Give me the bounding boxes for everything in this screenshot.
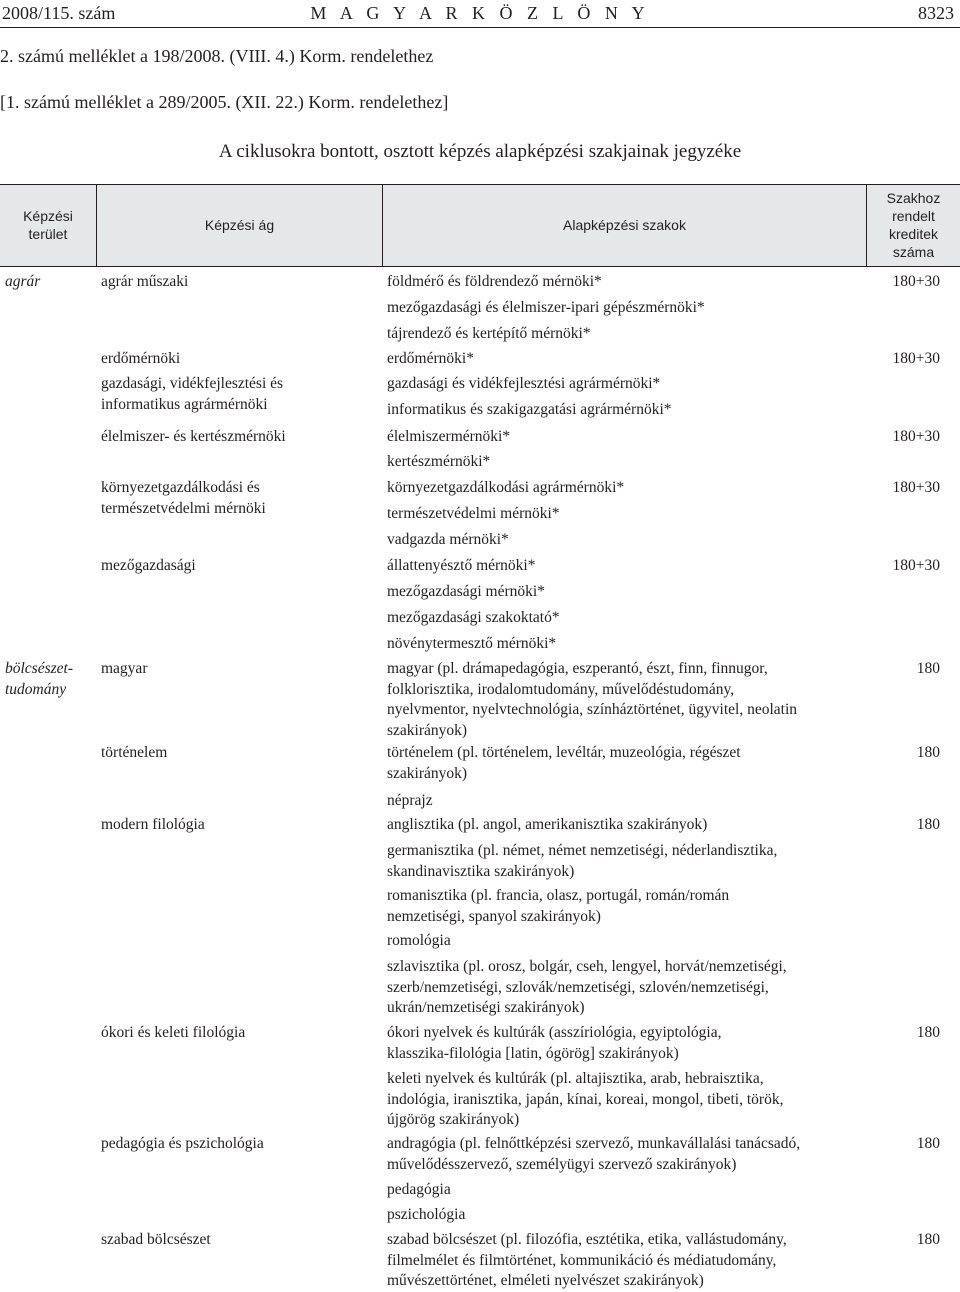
- branch-label: ókori és keleti filológia: [101, 1024, 246, 1041]
- credits-value: 180+30: [892, 557, 940, 574]
- branch-label: magyar: [101, 660, 148, 677]
- credits-value: 180: [916, 1135, 940, 1152]
- credits-value: 180+30: [892, 273, 940, 290]
- program-entry: pedagógia: [387, 1181, 451, 1198]
- area-label: bölcsészet- tudomány: [5, 660, 74, 698]
- branch-label: gazdasági, vidékfejlesztési és informatikus agrármérnöki: [101, 375, 284, 413]
- area-label: agrár: [5, 273, 41, 290]
- annex-reference: 2. számú melléklet a 198/2008. (VIII. 4.) Korm. rendelethez: [0, 46, 434, 66]
- program-entry: gazdasági és vidékfejlesztési agrármérnöki*: [387, 375, 661, 392]
- program-entry: ókori nyelvek és kultúrák (asszíriológia, egyiptológia, klasszika-filológia [latin, ógörög] szakirányok): [387, 1024, 722, 1062]
- program-entry: néprajz: [387, 792, 433, 809]
- document-title: A ciklusokra bontott, osztott képzés alapképzési szakjainak jegyzéke: [218, 141, 742, 162]
- header-rule: [0, 27, 960, 28]
- credits-value: 180+30: [892, 479, 940, 496]
- credits-value: 180+30: [892, 350, 940, 367]
- program-entry: kertészmérnöki*: [387, 453, 491, 470]
- program-entry: mezőgazdasági és élelmiszer-ipari gépészmérnöki*: [387, 299, 705, 316]
- branch-label: erdőmérnöki: [101, 350, 181, 367]
- credits-value: 180: [916, 816, 940, 833]
- column-header-branch: Képzési ág: [204, 217, 275, 233]
- column-header-area: Képzési terület: [23, 208, 73, 242]
- branch-label: élelmiszer- és kertészmérnöki: [101, 428, 286, 445]
- program-entry: mezőgazdasági szakoktató*: [387, 609, 560, 626]
- program-entry: pszichológia: [387, 1206, 466, 1223]
- column-header-programs: Alapképzési szakok: [563, 217, 686, 233]
- branch-label: modern filológia: [101, 816, 205, 833]
- branch-label: mezőgazdasági: [101, 557, 196, 574]
- credits-value: 180: [916, 1024, 940, 1041]
- credits-value: 180+30: [892, 428, 940, 445]
- program-entry: állattenyésztő mérnöki*: [387, 557, 536, 574]
- program-entry: szabad bölcsészet (pl. filozófia, esztétika, etika, vallástudomány, filmelmélet és filmtörténet, kommunikáció és médiatudomány, művészettörténet, elméleti nyelvészet szakirányok): [387, 1231, 787, 1289]
- program-entry: élelmiszermérnöki*: [387, 428, 511, 445]
- branch-label: környezetgazdálkodási és természetvédelmi mérnöki: [101, 479, 266, 517]
- program-entry: tájrendező és kertépítő mérnöki*: [387, 325, 591, 342]
- table-header-rule: [0, 266, 960, 267]
- branch-label: történelem: [101, 744, 168, 761]
- program-entry: magyar (pl. drámapedagógia, eszperantó, észt, finn, finnugor, folklorisztika, irodalomtudomány, művelődéstudomány, nyelvmentor, nyelvtechnológia, színháztörténet, ügyvitel, neolatin szakirányok): [387, 660, 798, 739]
- program-entry: mezőgazdasági mérnöki*: [387, 583, 545, 600]
- program-entry: földmérő és földrendező mérnöki*: [387, 273, 602, 290]
- publication-title: M A G Y A R K Ö Z L Ö N Y: [310, 3, 650, 23]
- program-entry: vadgazda mérnöki*: [387, 531, 509, 548]
- column-header-credits: Szakhoz rendelt kreditek száma: [886, 190, 941, 260]
- program-entry: növénytermesztő mérnöki*: [387, 635, 557, 652]
- program-entry: informatikus és szakigazgatási agrármérnöki*: [387, 401, 672, 418]
- branch-label: pedagógia és pszichológia: [101, 1135, 264, 1152]
- program-entry: természetvédelmi mérnöki*: [387, 505, 560, 522]
- credits-value: 180: [916, 660, 940, 677]
- program-entry: szlavisztika (pl. orosz, bolgár, cseh, lengyel, horvát/nemzetiségi, szerb/nemzetiségi, szlovák/nemzetiségi, szlovén/nemzetiségi, ukrán/nemzetiségi szakirányok): [387, 958, 787, 1016]
- program-entry: anglisztika (pl. angol, amerikanisztika szakirányok): [387, 816, 708, 833]
- credits-value: 180: [916, 1231, 940, 1248]
- annex-reference-original: [1. számú melléklet a 289/2005. (XII. 22.) Korm. rendelethez]: [0, 92, 449, 112]
- program-entry: romanisztika (pl. francia, olasz, portugál, román/román nemzetiségi, spanyol szakirányok): [387, 887, 730, 925]
- program-entry: andragógia (pl. felnőttképzési szervező, munkavállalási tanácsadó, művelődésszervező, személyügyi szervező szakirányok): [387, 1135, 801, 1173]
- program-entry: keleti nyelvek és kultúrák (pl. altajisztika, arab, hebraisztika, indológia, iranisztika, japán, kínai, koreai, mongol, tibeti, török, újgörög szakirányok): [387, 1070, 784, 1128]
- program-entry: erdőmérnöki*: [387, 350, 474, 367]
- table-header: [0, 184, 960, 266]
- branch-label: szabad bölcsészet: [101, 1231, 211, 1248]
- program-entry: környezetgazdálkodási agrármérnöki*: [387, 479, 625, 496]
- credits-value: 180: [916, 744, 940, 761]
- issue-number: 2008/115. szám: [2, 3, 116, 23]
- table-top-rule: [0, 184, 960, 185]
- program-entry: germanisztika (pl. német, német nemzetiségi, néderlandisztika, skandinavisztika szakirányok): [387, 842, 778, 880]
- branch-label: agrár műszaki: [101, 273, 189, 290]
- page-number: 8323: [918, 3, 954, 23]
- program-entry: romológia: [387, 932, 451, 949]
- program-entry: történelem (pl. történelem, levéltár, muzeológia, régészet szakirányok): [387, 744, 741, 782]
- page-header: [0, 0, 960, 26]
